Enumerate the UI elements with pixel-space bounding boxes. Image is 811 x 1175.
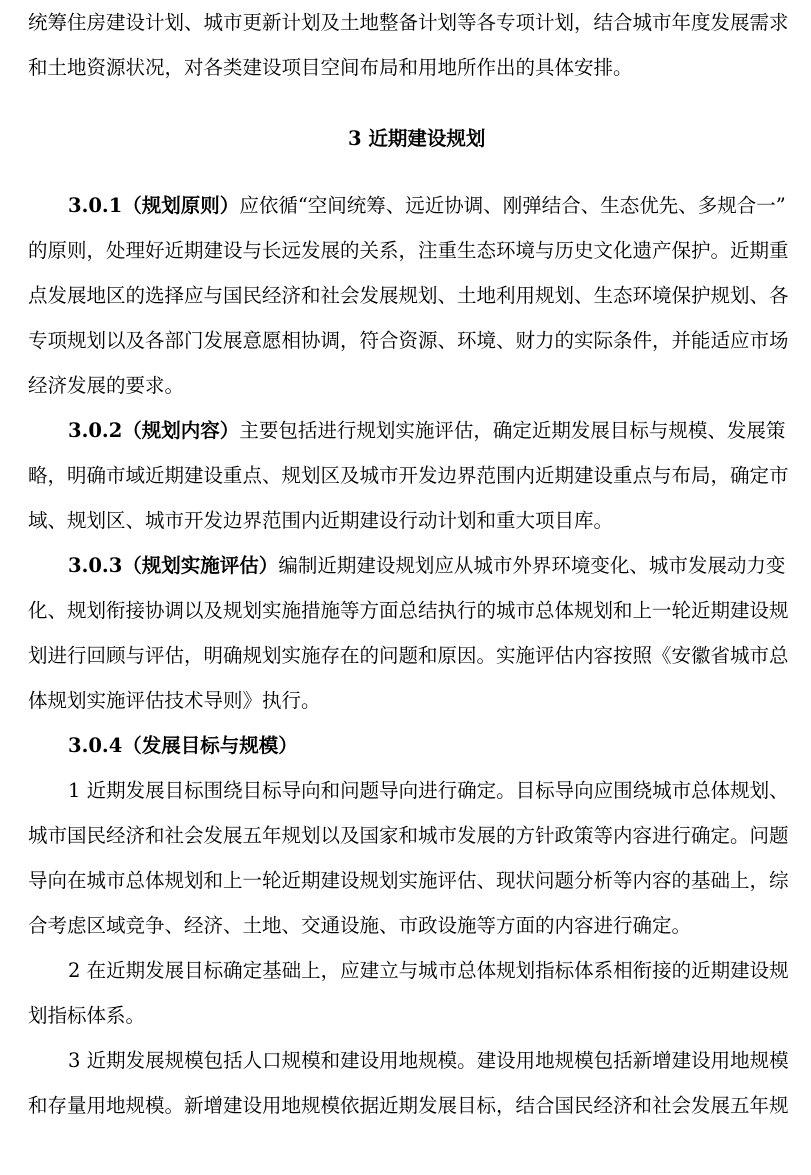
numbered-item-2-line-1 [28, 948, 811, 993]
item-2-text-line-1: 在近期发展目标确定基础上，应建立与城市总体规划指标体系相衔接的近期建设规 [86, 959, 789, 982]
item-1-text-line-1: 近期发展目标围绕目标导向和问题导向进行确定。目标导向应围绕城市总体规划、 [86, 779, 789, 802]
clause-3-0-1-line-4: 专项规划以及各部门发展意愿相协调，符合资源、环境、财力的实际条件，并能适应市场 [28, 329, 789, 352]
clause-text-3-0-1-line-1: 应依循“空间统筹、远近协调、刚弹结合、生态优先、多规合一” [239, 194, 786, 217]
item-marker-3: 3 [68, 1049, 81, 1072]
clause-3-0-3-line-4: 体规划实施评估技术导则》执行。 [28, 689, 321, 712]
continuation-line-2: 和土地资源状况，对各类建设项目空间布局和用地所作出的具体安排。 [28, 56, 633, 79]
clause-3-0-2-line-2: 略，明确市域近期建设重点、规划区及城市开发边界范围内近期建设重点与布局，确定市 [28, 464, 789, 487]
clause-3-0-1-line-5: 经济发展的要求。 [28, 374, 185, 397]
clause-3-0-1-line-2: 的原则，处理好近期建设与长远发展的关系，注重生态环境与历史文化遗产保护。近期重 [28, 239, 789, 262]
clause-3-0-2-line-3: 域、规划区、城市开发边界范围内近期建设行动计划和重大项目库。 [28, 509, 614, 532]
numbered-item-1-line-4: 合考虑区域竞争、经济、土地、交通设施、市政设施等方面的内容进行确定。 [28, 914, 692, 937]
item-marker-1: 1 [68, 779, 81, 802]
clause-3-0-1-line-3: 点发展地区的选择应与国民经济和社会发展规划、土地利用规划、生态环境保护规划、各 [28, 284, 789, 307]
clause-3-0-3-first-line [28, 543, 811, 588]
clause-number-3-0-2: 3.0.2 [68, 419, 123, 442]
clause-text-3-0-3-line-1: 编制近期建设规划应从城市外界环境变化、城市发展动力变 [278, 554, 786, 577]
clause-3-0-3-line-2: 化、规划衔接协调以及规划实施措施等方面总结执行的城市总体规划和上一轮近期建设规 [28, 599, 789, 622]
numbered-item-3-line-1 [28, 1038, 811, 1083]
numbered-item-3-line-2: 和存量用地规模。新增建设用地规模依据近期发展目标，结合国民经济和社会发展五年规 [28, 1094, 789, 1117]
clause-number-3-0-1: 3.0.1 [68, 194, 123, 217]
clause-3-0-4-first-line [28, 723, 811, 768]
section-heading: 3 近期建设规划 [348, 127, 486, 150]
clause-3-0-2-first-line [28, 408, 811, 453]
clause-text-3-0-2-line-1: 主要包括进行规划实施评估，确定近期发展目标与规模、发展策 [239, 419, 786, 442]
clause-3-0-3-line-3: 划进行回顾与评估，明确规划实施存在的问题和原因。实施评估内容按照《安徽省城市总 [28, 644, 789, 667]
clause-title-3-0-3: （规划实施评估） [122, 554, 279, 577]
numbered-item-2-line-2: 划指标体系。 [28, 1004, 146, 1027]
clause-title-3-0-1: （规划原则） [122, 194, 240, 217]
numbered-item-1-line-1 [28, 768, 811, 813]
clause-3-0-1-first-line [28, 183, 811, 228]
clause-title-3-0-2: （规划内容） [122, 419, 240, 442]
document-body [28, 0, 811, 1128]
item-3-text-line-1: 近期发展规模包括人口规模和建设用地规模。建设用地规模包括新增建设用地规模 [86, 1049, 789, 1072]
clause-title-3-0-4: （发展目标与规模） [122, 734, 298, 757]
numbered-item-1-line-2: 城市国民经济和社会发展五年规划以及国家和城市发展的方针政策等内容进行确定。问题 [28, 824, 789, 847]
item-marker-2: 2 [68, 959, 81, 982]
numbered-item-1-line-3: 导向在城市总体规划和上一轮近期建设规划实施评估、现状问题分析等内容的基础上，综 [28, 869, 789, 892]
continuation-line-1: 统筹住房建设计划、城市更新计划及土地整备计划等各专项计划，结合城市年度发展需求 [28, 11, 789, 34]
clause-number-3-0-3: 3.0.3 [68, 554, 123, 577]
clause-number-3-0-4: 3.0.4 [68, 734, 123, 757]
